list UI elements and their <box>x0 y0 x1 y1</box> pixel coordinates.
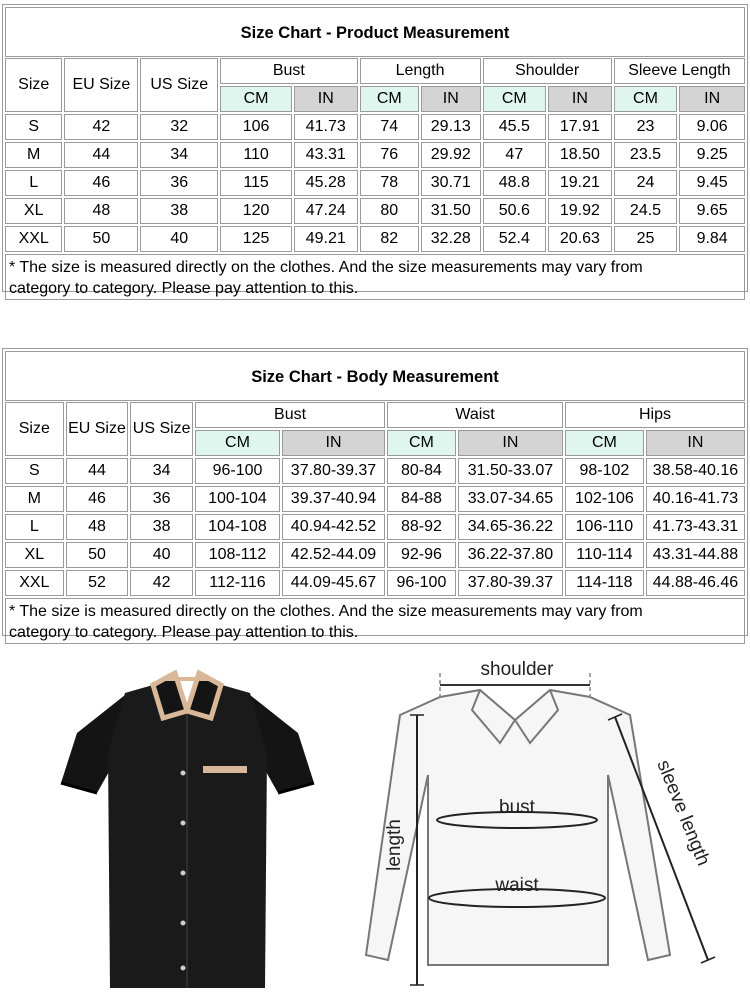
col-header-size: Size <box>5 402 64 456</box>
table-cell: 50.6 <box>483 198 547 224</box>
table-cell: 96-100 <box>387 570 456 596</box>
table-row <box>5 486 745 512</box>
group-header-hips: Hips <box>565 402 745 428</box>
col-header-eu-size: EU Size <box>66 402 129 456</box>
table-cell: 40 <box>140 226 218 252</box>
table-cell: 78 <box>360 170 419 196</box>
table-cell: 32 <box>140 114 218 140</box>
table-cell: 23 <box>614 114 678 140</box>
table-cell: 40.94-42.52 <box>282 514 385 540</box>
table-cell: 44 <box>64 142 138 168</box>
note-line: * The size is measured directly on the clothes. And the size measurements may vary from <box>9 603 643 620</box>
label-shoulder: shoulder <box>480 659 554 680</box>
product-chart-title: Size Chart - Product Measurement <box>5 7 745 57</box>
table-cell: 52 <box>66 570 129 596</box>
table-cell: 110 <box>220 142 292 168</box>
size-cell: S <box>5 458 64 484</box>
body-size-chart <box>2 348 748 641</box>
table-cell: 114-118 <box>565 570 644 596</box>
table-cell: 45.5 <box>483 114 547 140</box>
table-cell: 104-108 <box>195 514 280 540</box>
table-cell: 33.07-34.65 <box>458 486 563 512</box>
label-bust: bust <box>499 797 535 818</box>
table-cell: 48 <box>66 514 129 540</box>
product-table <box>3 56 747 254</box>
table-row <box>5 170 745 196</box>
table-row <box>5 226 745 252</box>
label-length: length <box>384 819 405 871</box>
table-cell: 31.50-33.07 <box>458 458 563 484</box>
table-cell: 110-114 <box>565 542 644 568</box>
unit-cm-header: CM <box>220 86 292 112</box>
note-line: category to category. Please pay attention to this. <box>9 624 359 641</box>
body-table-body <box>5 458 745 596</box>
table-cell: 47.24 <box>294 198 358 224</box>
table-cell: 47 <box>483 142 547 168</box>
table-cell: 98-102 <box>565 458 644 484</box>
table-cell: 44 <box>66 458 129 484</box>
table-cell: 44.88-46.46 <box>646 570 745 596</box>
table-cell: 50 <box>66 542 129 568</box>
table-cell: 36.22-37.80 <box>458 542 563 568</box>
table-cell: 48 <box>64 198 138 224</box>
table-row <box>5 542 745 568</box>
table-cell: 74 <box>360 114 419 140</box>
table-cell: 34.65-36.22 <box>458 514 563 540</box>
col-header-size: Size <box>5 58 62 112</box>
table-cell: 46 <box>64 170 138 196</box>
table-cell: 9.45 <box>679 170 745 196</box>
table-cell: 43.31 <box>294 142 358 168</box>
table-cell: 25 <box>614 226 678 252</box>
table-cell: 20.63 <box>548 226 612 252</box>
group-header-sleeve-length: Sleeve Length <box>614 58 745 84</box>
table-cell: 50 <box>64 226 138 252</box>
table-cell: 96-100 <box>195 458 280 484</box>
size-cell: L <box>5 514 64 540</box>
group-header-waist: Waist <box>387 402 563 428</box>
size-cell: XXL <box>5 570 64 596</box>
product-chart-note <box>5 254 745 300</box>
table-cell: 39.37-40.94 <box>282 486 385 512</box>
table-cell: 125 <box>220 226 292 252</box>
body-chart-note <box>5 598 745 644</box>
group-header-bust: Bust <box>220 58 357 84</box>
group-header-shoulder: Shoulder <box>483 58 612 84</box>
note-line: * The size is measured directly on the clothes. And the size measurements may vary from <box>9 259 643 276</box>
table-cell: 88-92 <box>387 514 456 540</box>
table-cell: 112-116 <box>195 570 280 596</box>
table-cell: 102-106 <box>565 486 644 512</box>
unit-in-header: IN <box>679 86 745 112</box>
size-cell: XL <box>5 542 64 568</box>
table-cell: 108-112 <box>195 542 280 568</box>
measurement-diagram <box>340 655 745 995</box>
shirt-product-image <box>55 663 320 993</box>
illustration-area <box>0 655 750 1000</box>
table-cell: 23.5 <box>614 142 678 168</box>
table-cell: 9.84 <box>679 226 745 252</box>
body-chart-title: Size Chart - Body Measurement <box>5 351 745 401</box>
table-cell: 18.50 <box>548 142 612 168</box>
table-cell: 46 <box>66 486 129 512</box>
body-table <box>3 400 747 598</box>
label-sleeve-length: sleeve length <box>652 757 714 869</box>
unit-in-header: IN <box>646 430 745 456</box>
table-cell: 31.50 <box>421 198 480 224</box>
unit-in-header: IN <box>458 430 563 456</box>
unit-cm-header: CM <box>387 430 456 456</box>
unit-cm-header: CM <box>565 430 644 456</box>
label-waist: waist <box>495 875 539 896</box>
table-cell: 48.8 <box>483 170 547 196</box>
table-cell: 32.28 <box>421 226 480 252</box>
table-cell: 38.58-40.16 <box>646 458 745 484</box>
table-cell: 100-104 <box>195 486 280 512</box>
group-header-length: Length <box>360 58 481 84</box>
table-cell: 42.52-44.09 <box>282 542 385 568</box>
table-row <box>5 514 745 540</box>
table-cell: 9.06 <box>679 114 745 140</box>
col-header-us-size: US Size <box>140 58 218 112</box>
table-cell: 82 <box>360 226 419 252</box>
col-header-us-size: US Size <box>130 402 193 456</box>
table-cell: 120 <box>220 198 292 224</box>
unit-cm-header: CM <box>195 430 280 456</box>
table-cell: 41.73 <box>294 114 358 140</box>
product-size-chart <box>2 4 748 297</box>
table-cell: 42 <box>64 114 138 140</box>
table-cell: 19.21 <box>548 170 612 196</box>
table-cell: 42 <box>130 570 193 596</box>
col-header-eu-size: EU Size <box>64 58 138 112</box>
table-cell: 17.91 <box>548 114 612 140</box>
size-cell: L <box>5 170 62 196</box>
unit-cm-header: CM <box>614 86 678 112</box>
table-cell: 38 <box>140 198 218 224</box>
table-cell: 43.31-44.88 <box>646 542 745 568</box>
table-cell: 40 <box>130 542 193 568</box>
table-cell: 84-88 <box>387 486 456 512</box>
size-cell: S <box>5 114 62 140</box>
table-cell: 24 <box>614 170 678 196</box>
table-cell: 29.13 <box>421 114 480 140</box>
table-row <box>5 458 745 484</box>
table-row <box>5 114 745 140</box>
table-cell: 24.5 <box>614 198 678 224</box>
table-cell: 52.4 <box>483 226 547 252</box>
table-row <box>5 570 745 596</box>
note-line: category to category. Please pay attention to this. <box>9 280 359 297</box>
table-cell: 76 <box>360 142 419 168</box>
unit-in-header: IN <box>421 86 480 112</box>
table-row <box>5 142 745 168</box>
table-cell: 115 <box>220 170 292 196</box>
table-cell: 9.25 <box>679 142 745 168</box>
table-cell: 92-96 <box>387 542 456 568</box>
table-cell: 38 <box>130 514 193 540</box>
table-cell: 106 <box>220 114 292 140</box>
table-cell: 30.71 <box>421 170 480 196</box>
unit-cm-header: CM <box>483 86 547 112</box>
table-row <box>5 198 745 224</box>
table-cell: 44.09-45.67 <box>282 570 385 596</box>
table-cell: 34 <box>140 142 218 168</box>
table-cell: 34 <box>130 458 193 484</box>
product-table-body <box>5 114 745 252</box>
table-cell: 36 <box>130 486 193 512</box>
table-cell: 9.65 <box>679 198 745 224</box>
table-cell: 45.28 <box>294 170 358 196</box>
table-cell: 80 <box>360 198 419 224</box>
table-cell: 80-84 <box>387 458 456 484</box>
table-cell: 36 <box>140 170 218 196</box>
unit-in-header: IN <box>282 430 385 456</box>
size-cell: XXL <box>5 226 62 252</box>
table-cell: 106-110 <box>565 514 644 540</box>
group-header-bust: Bust <box>195 402 385 428</box>
table-cell: 19.92 <box>548 198 612 224</box>
unit-in-header: IN <box>294 86 358 112</box>
unit-in-header: IN <box>548 86 612 112</box>
table-cell: 49.21 <box>294 226 358 252</box>
size-cell: XL <box>5 198 62 224</box>
table-cell: 40.16-41.73 <box>646 486 745 512</box>
table-cell: 37.80-39.37 <box>282 458 385 484</box>
table-cell: 37.80-39.37 <box>458 570 563 596</box>
table-cell: 41.73-43.31 <box>646 514 745 540</box>
unit-cm-header: CM <box>360 86 419 112</box>
size-cell: M <box>5 142 62 168</box>
table-cell: 29.92 <box>421 142 480 168</box>
size-cell: M <box>5 486 64 512</box>
